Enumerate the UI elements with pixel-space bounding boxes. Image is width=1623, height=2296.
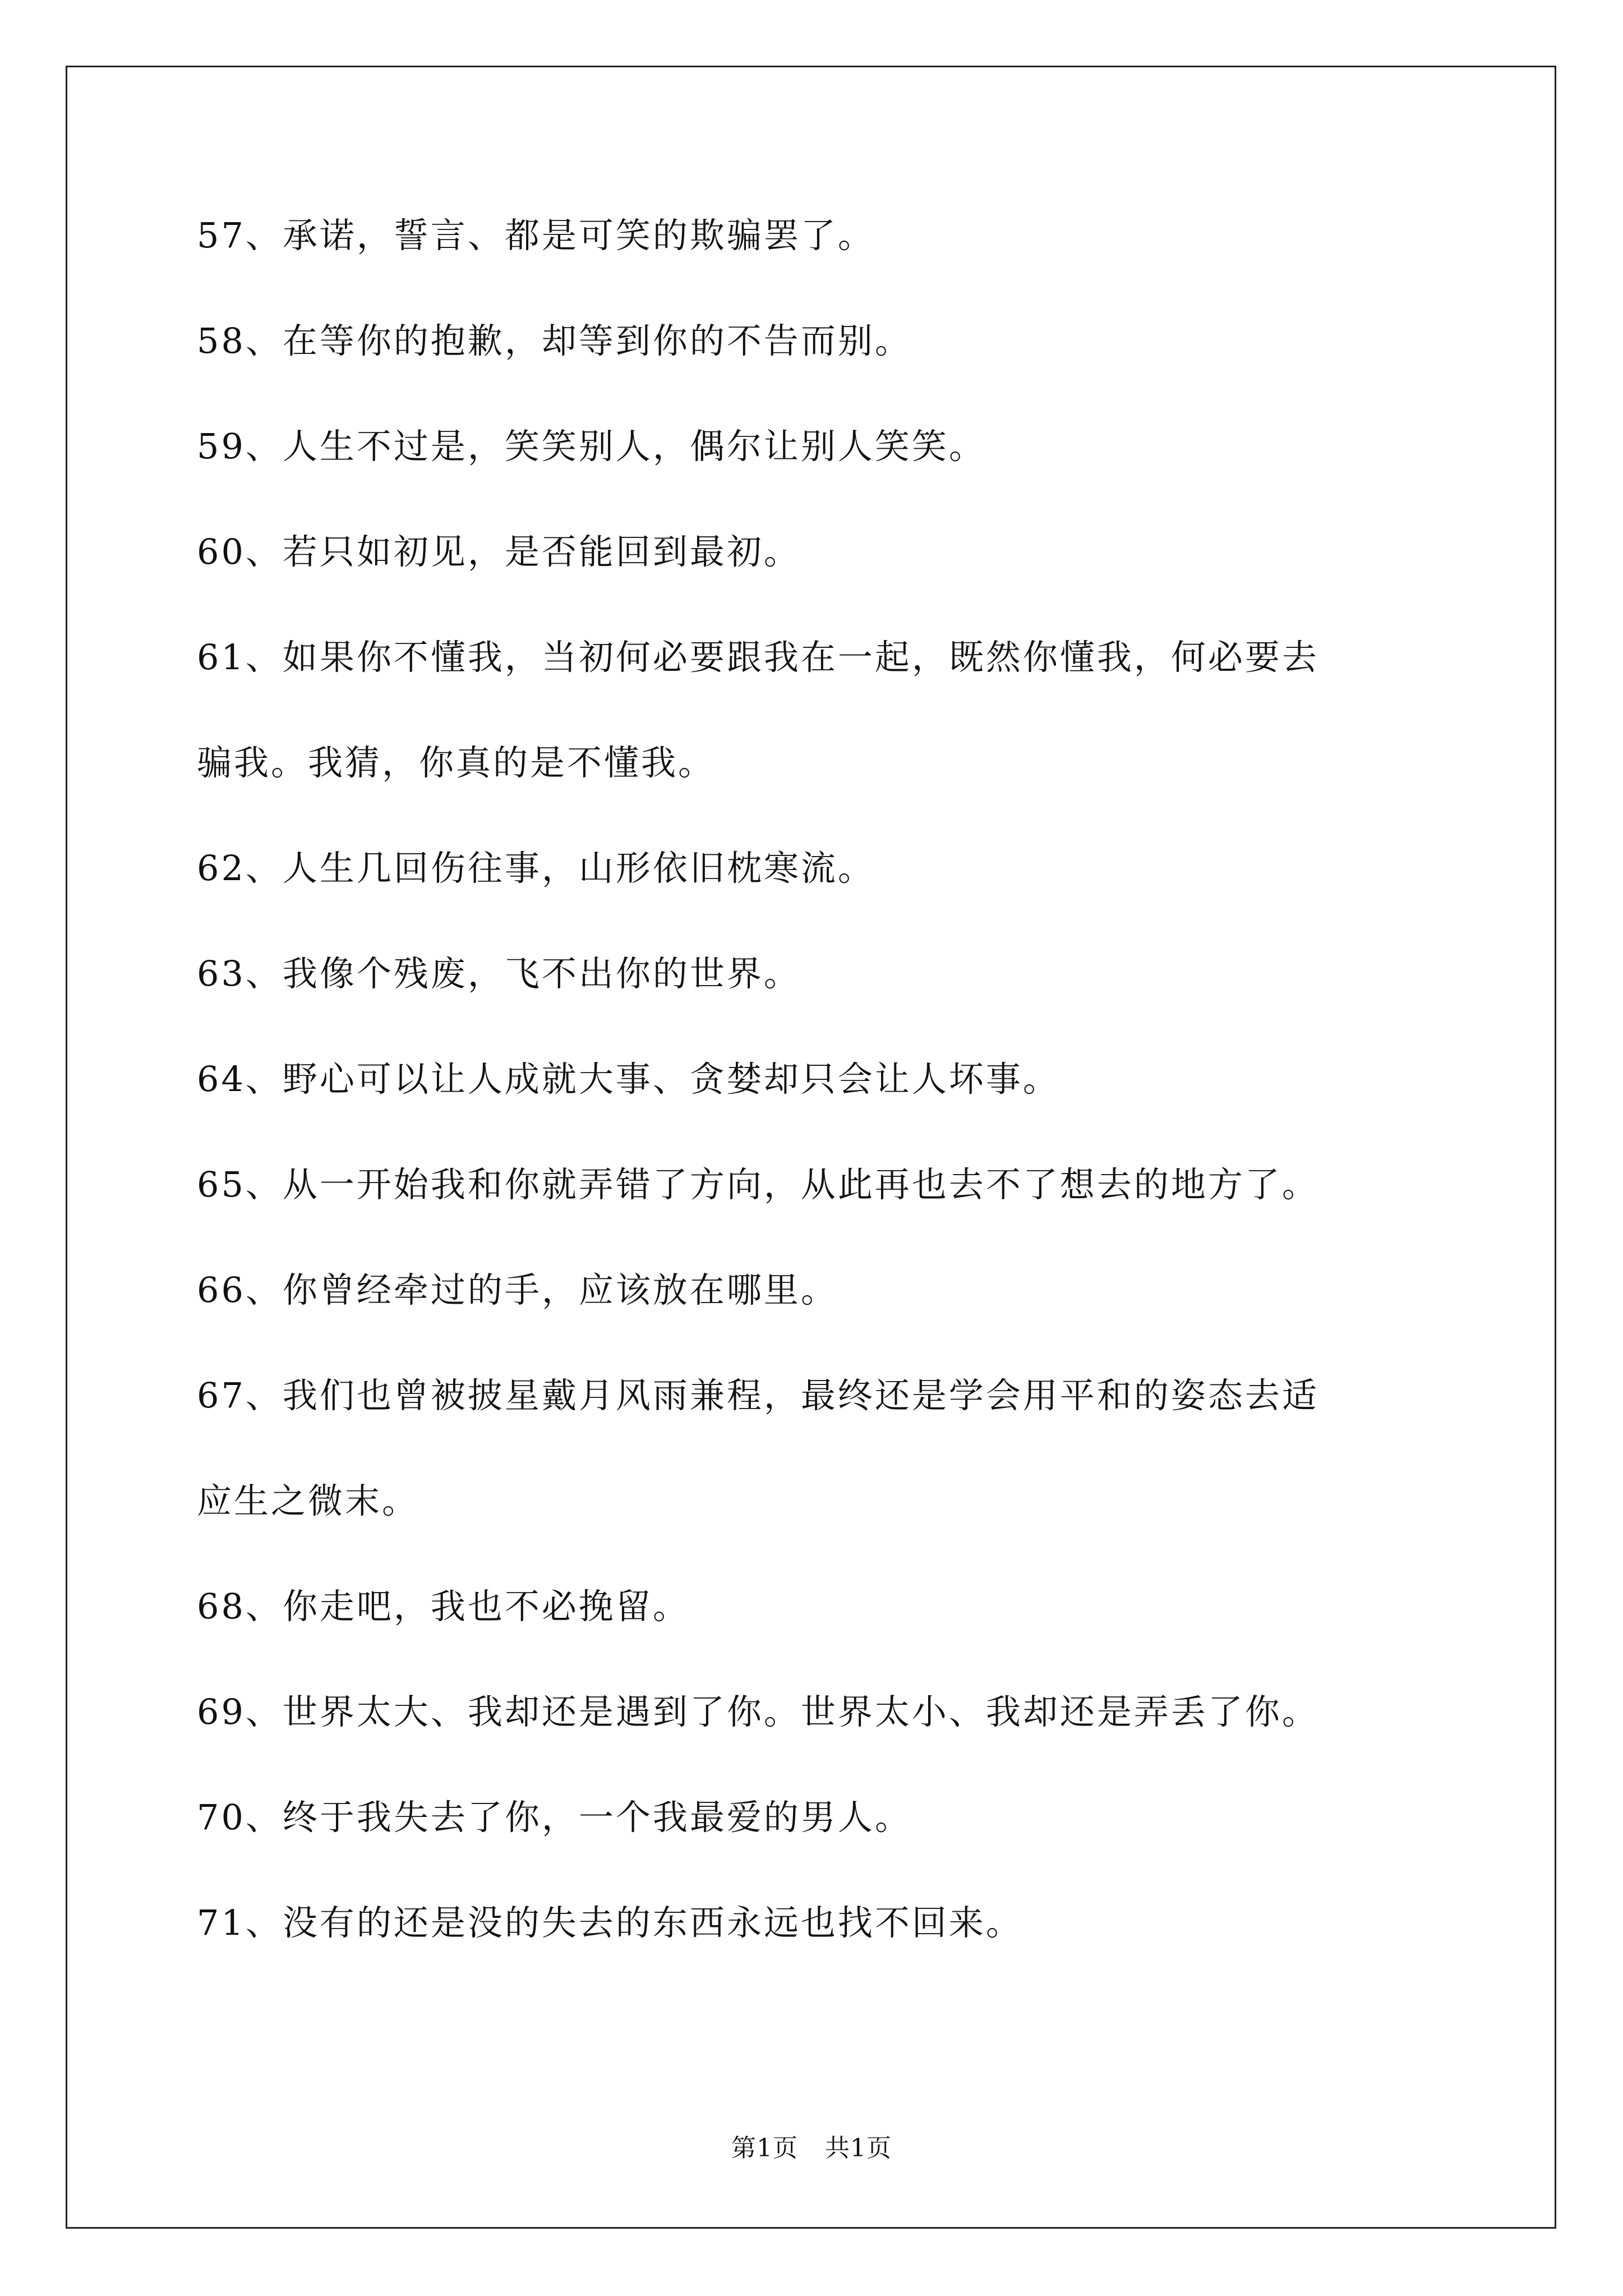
page-total: 共1页 [825, 2134, 892, 2162]
text-line: 62、人生几回伤往事，山形依旧枕寒流。 [197, 848, 875, 889]
text-line: 71、没有的还是没的失去的东西永远也找不回来。 [197, 1902, 1023, 1943]
text-line: 59、人生不过是，笑笑别人，偶尔让别人笑笑。 [197, 426, 986, 467]
text-line: 63、我像个残废，飞不出你的世界。 [197, 953, 801, 994]
text-line: 应生之微末。 [197, 1480, 419, 1521]
page-footer [0, 2133, 1623, 2164]
text-line: 67、我们也曾被披星戴月风雨兼程，最终还是学会用平和的姿态去适 [197, 1375, 1319, 1416]
text-line: 骗我。我猜，你真的是不懂我。 [197, 742, 716, 783]
text-line: 70、终于我失去了你，一个我最爱的男人。 [197, 1797, 912, 1838]
text-line: 58、在等你的抱歉，却等到你的不告而别。 [197, 320, 912, 361]
text-line: 69、世界太大、我却还是遇到了你。世界太小、我却还是弄丢了你。 [197, 1691, 1319, 1732]
page-number: 第1页 [731, 2134, 798, 2162]
text-line: 68、你走吧，我也不必挽留。 [197, 1586, 690, 1627]
text-line: 65、从一开始我和你就弄错了方向，从此再也去不了想去的地方了。 [197, 1164, 1319, 1205]
text-line: 64、野心可以让人成就大事、贪婪却只会让人坏事。 [197, 1059, 1060, 1099]
text-line: 66、你曾经牵过的手，应该放在哪里。 [197, 1269, 838, 1310]
text-line: 57、承诺，誓言、都是可笑的欺骗罢了。 [197, 215, 875, 256]
text-line: 60、若只如初见，是否能回到最初。 [197, 531, 801, 572]
text-line: 61、如果你不懂我，当初何必要跟我在一起，既然你懂我，何必要去 [197, 637, 1319, 678]
